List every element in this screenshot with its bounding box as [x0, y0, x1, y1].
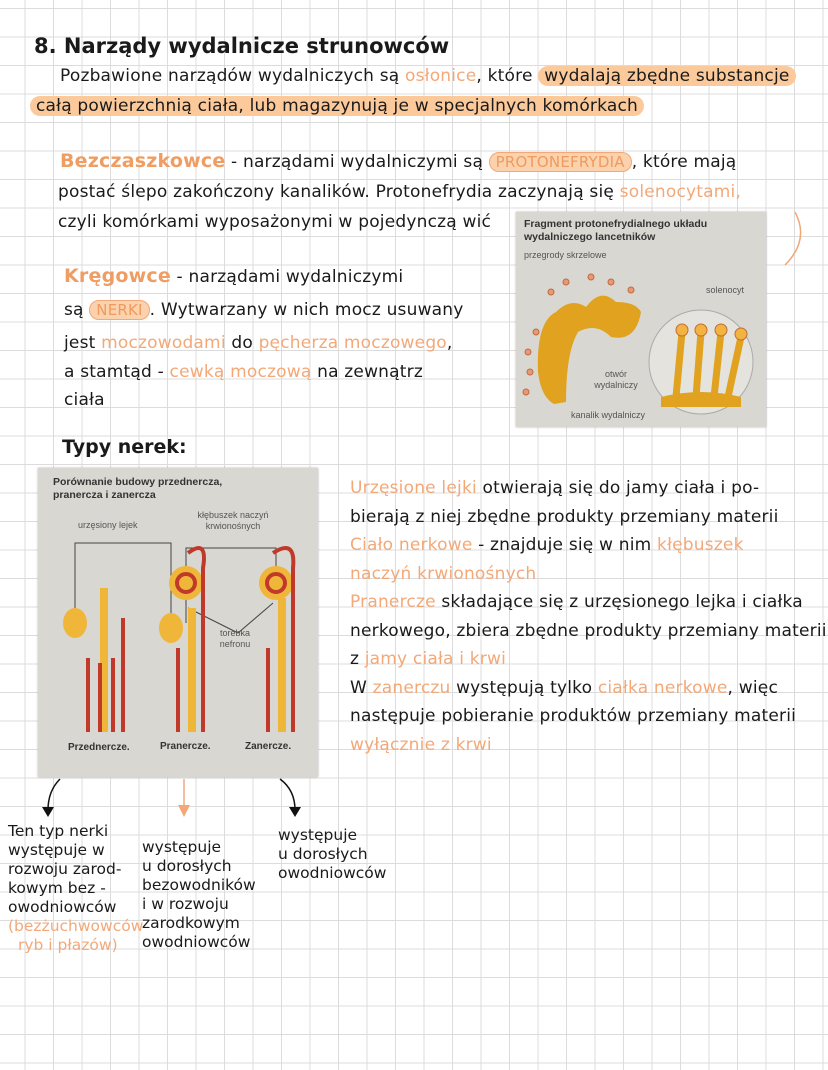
term-heading: Kręgowce — [64, 265, 171, 287]
note-line — [350, 678, 778, 698]
line: Ten typ nerki — [8, 822, 109, 840]
label: torebka nefronu — [219, 628, 251, 649]
text: . Wytwarzany w nich mocz usuwany — [149, 300, 464, 320]
line: występuje — [142, 838, 222, 856]
caption-przednercze: Przednercze. — [68, 742, 130, 753]
arrow-head-icon — [42, 807, 54, 817]
note-line — [350, 564, 536, 584]
note-line — [350, 592, 803, 612]
highlight: wydalają zbędne substancje — [538, 66, 795, 86]
highlight: całą powierzchnią ciała, lub magazynują je w specjalnych komórkach — [30, 96, 644, 116]
term: jamy ciała i krwi — [364, 649, 507, 669]
text: otwierają się do jamy ciała i po- — [476, 478, 760, 498]
text: - narządami wydalniczymi — [170, 267, 404, 287]
note-zanercze — [278, 826, 386, 883]
text: są — [64, 300, 90, 320]
figure-title: Porównanie budowy przednercza, pranercza i zanercza — [53, 476, 223, 501]
note-line — [350, 478, 759, 498]
term: kłębuszek — [657, 535, 744, 555]
term: moczowodami — [101, 333, 226, 353]
note-line — [350, 621, 827, 641]
arrow-head-icon — [178, 805, 190, 817]
text: W — [350, 677, 373, 698]
line: ryb i płazów) — [18, 936, 118, 954]
label: urzęsiony lejek — [78, 520, 138, 530]
text: z — [350, 649, 365, 669]
term-heading: Bezczaszkowce — [60, 150, 226, 172]
line: u dorosłych — [142, 857, 232, 875]
text: do — [225, 333, 259, 353]
line: i w rozwoju — [142, 895, 229, 913]
protonephridia-illustration — [516, 212, 766, 427]
line: bezowodników — [142, 876, 256, 894]
note-line — [350, 706, 796, 726]
label: otwór wydalniczy — [594, 369, 638, 390]
text: składające się z urzęsionego lejka i ciałka — [435, 592, 803, 612]
caption-pranercze: Pranercze. — [160, 741, 211, 752]
arrow-head-icon — [289, 807, 301, 817]
intro-line-1 — [60, 66, 796, 86]
note-line — [350, 535, 744, 555]
arrow-icon — [48, 779, 60, 810]
text: nerkowego, zbiera zbędne produkty przemiany materii — [350, 620, 827, 641]
label: kłębuszek naczyń krwionośnych — [197, 510, 269, 531]
term: osłonice — [405, 66, 477, 86]
line: (bezżuchwowców — [8, 917, 144, 935]
text: - narządami wydalniczymi są — [225, 152, 489, 172]
boxed-term: NERKI — [89, 300, 149, 320]
line: u dorosłych — [278, 845, 368, 863]
line: zarodkowym — [142, 914, 240, 932]
line: występuje w — [8, 841, 105, 859]
line: występuje — [278, 826, 358, 844]
text: postać ślepo zakończony kanalików. Protonefrydia zaczynają się — [58, 182, 620, 202]
page-title: 8. Narządy wydalnicze strunowców — [34, 34, 450, 58]
text: , — [446, 333, 453, 353]
term: pęcherza moczowego — [258, 333, 447, 353]
line: owodniowców — [8, 898, 117, 916]
intro-line-2 — [30, 96, 644, 116]
figure-kidney-types — [38, 468, 318, 777]
line: kowym bez - — [8, 879, 106, 897]
term: wyłącznie z krwi — [350, 734, 492, 755]
note-przednercze — [8, 822, 143, 955]
line: rozwoju zarod- — [8, 860, 122, 878]
term: Urzęsione lejki — [350, 478, 477, 498]
note-line — [350, 735, 492, 755]
figure-protonephridia — [516, 212, 766, 427]
text: , które — [476, 66, 539, 86]
text: a stamtąd - — [64, 362, 170, 382]
text: na zewnątrz — [311, 362, 423, 382]
term: Pranercze — [350, 592, 436, 612]
kreg-line-3 — [64, 333, 453, 353]
term: ciałka nerkowe — [597, 677, 728, 698]
text: , które mają — [631, 152, 737, 172]
line: owodniowców — [142, 933, 251, 951]
note-line — [350, 507, 779, 527]
kreg-line-1 — [64, 265, 403, 287]
figure-title: Fragment protonefrydialnego układu wydalniczego lancetników — [524, 218, 708, 243]
bezcz-line-1 — [60, 150, 736, 172]
term: Ciało nerkowe — [350, 535, 473, 555]
kreg-line-5: ciała — [64, 390, 105, 410]
curved-arrow-icon — [780, 210, 820, 270]
text: występują tylko — [450, 677, 598, 698]
bezcz-line-3: czyli komórkami wyposażonymi w pojedynczą wić — [58, 212, 492, 232]
text: jest — [64, 333, 102, 353]
text: , więc — [727, 677, 778, 698]
arrow-icon — [280, 779, 295, 810]
note-pranercze — [142, 838, 256, 952]
bezcz-line-2 — [58, 182, 741, 202]
label: przegrody skrzelowe — [524, 250, 607, 260]
text: bierają z niej zbędne produkty przemiany materii — [350, 506, 779, 527]
label: kanalik wydalniczy — [571, 410, 646, 420]
caption-zanercze: Zanercze. — [245, 741, 292, 752]
kreg-line-4 — [64, 362, 423, 382]
term: solenocytami, — [619, 182, 742, 202]
label: solenocyt — [706, 285, 745, 295]
text: - znajduje się w nim — [472, 535, 658, 555]
term: naczyń krwionośnych — [350, 563, 537, 584]
term: zanerczu — [372, 677, 451, 698]
section-heading: Typy nerek: — [62, 436, 187, 458]
line: owodniowców — [278, 864, 387, 882]
text: następuje pobieranie produktów przemiany materii — [350, 706, 797, 726]
boxed-term: PROTONEFRYDIA — [489, 152, 632, 172]
term: cewką moczową — [169, 362, 312, 382]
text: Pozbawione narządów wydalniczych są — [60, 66, 405, 86]
kreg-line-2 — [64, 300, 464, 320]
note-line — [350, 649, 506, 669]
